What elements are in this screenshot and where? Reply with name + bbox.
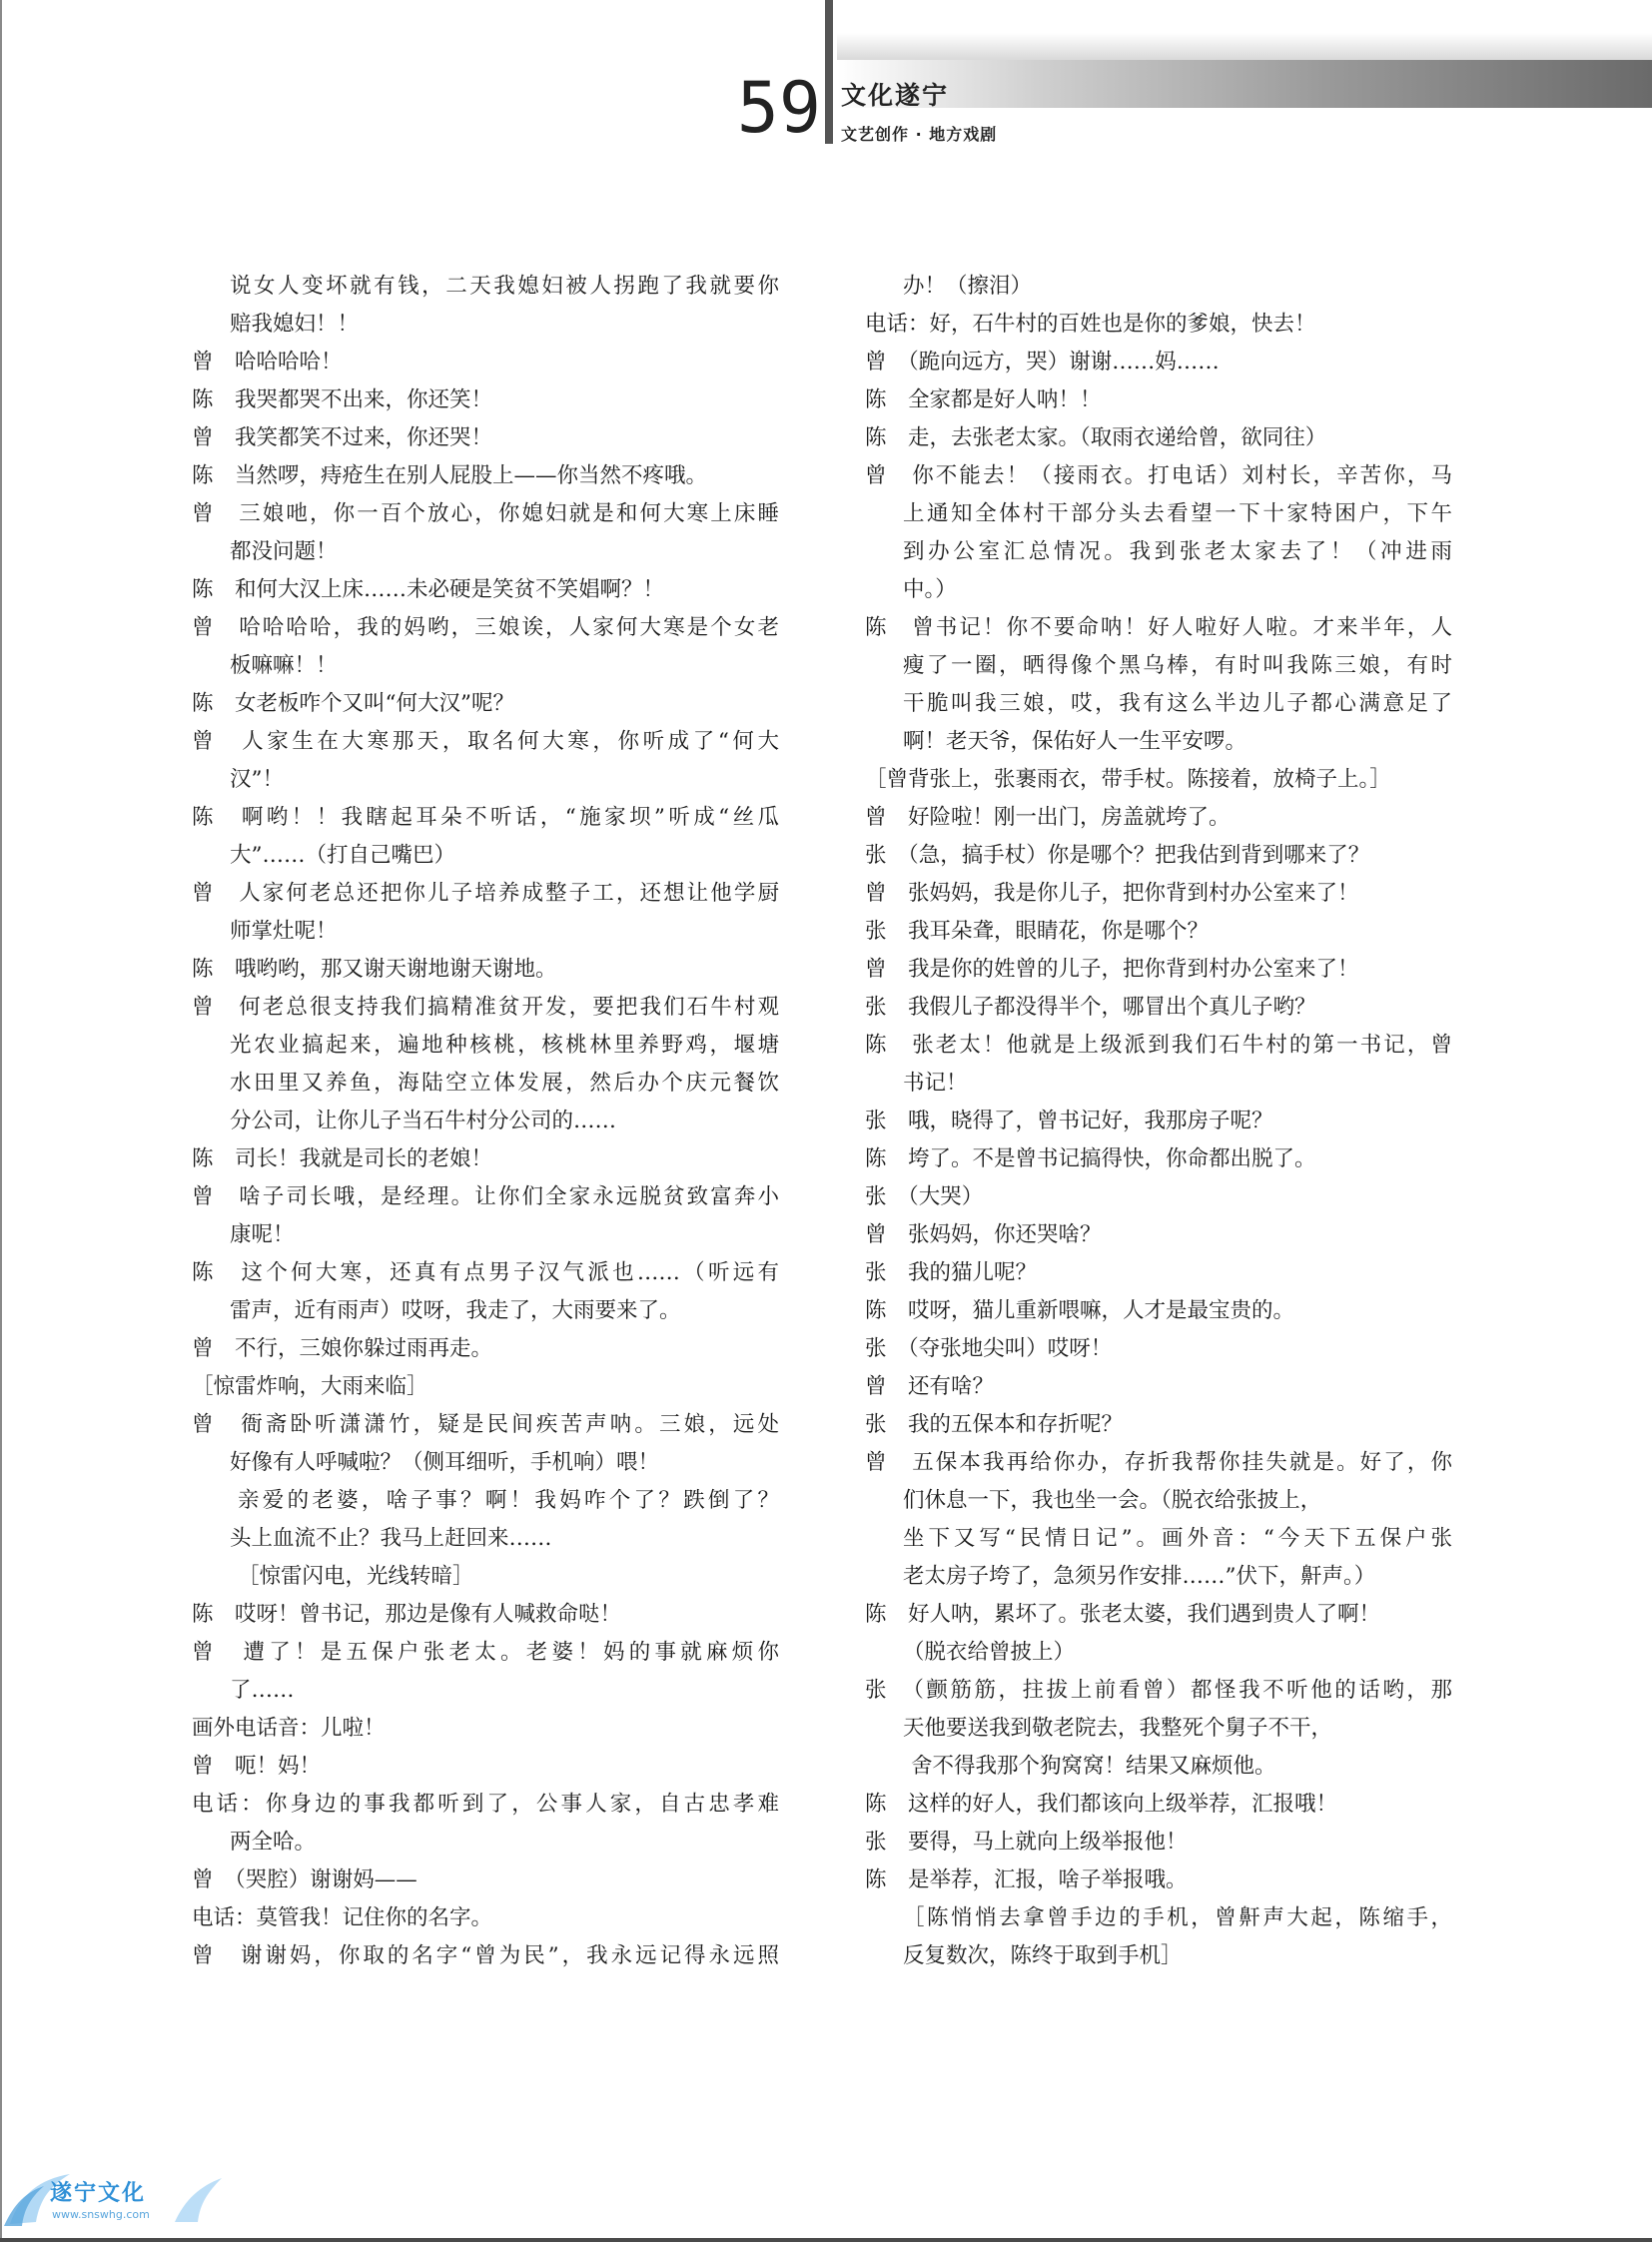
script-line: 张 （颤筋筋，拄拔上前看曾）都怪我不听他的话哟，那 [865, 1678, 1452, 1703]
section-subtitle: 文艺创作 · 地方戏剧 [841, 125, 998, 144]
script-line: 张 我耳朵聋，眼睛花，你是哪个？ [865, 919, 1210, 944]
script-line: 两全哈。 [230, 1830, 317, 1855]
script-line: 电话：莫管我！记住你的名字。 [192, 1905, 493, 1930]
script-line: 说女人变坏就有钱，二天我媳妇被人拐跑了我就要你 [230, 274, 779, 299]
stage-direction: ［惊雷闪电，光线转暗］ [238, 1564, 474, 1589]
script-line: 陈 全家都是好人呐！！ [865, 387, 1102, 412]
script-line: 好像有人呼喊啦？（侧耳细听，手机响）喂！ [230, 1450, 660, 1475]
script-line: 曾 衙斋卧听潇潇竹，疑是民间疾苦声呐。三娘，远处 [192, 1412, 779, 1437]
script-line: 陈 和何大汉上床……未必硬是笑贫不笑娼啊？！ [192, 577, 665, 602]
script-line: 舍不得我那个狗窝窝！结果又麻烦他。 [911, 1754, 1276, 1779]
script-line: 瘦了一圈，晒得像个黑乌棒，有时叫我陈三娘，有时 [903, 653, 1452, 678]
stage-direction: 反复数次，陈终于取到手机］ [903, 1943, 1183, 1968]
script-line: 曾 人家生在大寒那天，取名何大寒，你听成了“何大 [192, 729, 779, 754]
header-band [837, 60, 1652, 108]
script-line: 陈 女老板咋个又叫“何大汉”呢？ [192, 691, 514, 716]
script-line: 曾 张妈妈，你还哭啥？ [865, 1222, 1102, 1247]
script-line: 曾 我笑都笑不过来，你还哭！ [192, 425, 493, 450]
script-line: 陈 是举荐，汇报，啥子举报哦。 [865, 1868, 1188, 1892]
script-line: 曾 好险啦！刚一出门，房盖就垮了。 [865, 805, 1231, 830]
script-line: 水田里又养鱼，海陆空立体发展，然后办个庆元餐饮 [230, 1071, 779, 1096]
script-line: 电话：好，石牛村的百姓也是你的爹娘，快去！ [865, 312, 1316, 337]
script-line: 办！（擦泪） [903, 274, 1033, 299]
script-line: 张 我的猫儿呢？ [865, 1260, 1038, 1285]
script-line: 大”……（打自己嘴巴） [230, 843, 455, 868]
script-line: 了…… [230, 1678, 295, 1703]
script-line: 张 （夺张地尖叫）哎呀！ [865, 1336, 1113, 1361]
script-line: 到办公室汇总情况。我到张老太家去了！（冲进雨 [903, 539, 1452, 564]
script-line: 电话：你身边的事我都听到了，公事人家，自古忠孝难 [192, 1792, 779, 1817]
script-line: 张 我的五保本和存折呢？ [865, 1412, 1124, 1437]
script-line: 曾 五保本我再给你办，存折我帮你挂失就是。好了，你 [865, 1450, 1452, 1475]
watermark-url: www.snswhg.com [52, 2208, 150, 2221]
script-line: 头上血流不止？我马上赶回来…… [230, 1526, 552, 1551]
header-gradient [837, 0, 1652, 60]
script-line: 曾 哈哈哈哈！ [192, 350, 343, 374]
script-line: 曾 张妈妈，我是你儿子，把你背到村办公室来了！ [865, 881, 1359, 906]
script-line: 亲爱的老婆，啥子事？啊！我妈咋个了？跌倒了？ [238, 1488, 779, 1513]
stage-direction: ［惊雷炸响，大雨来临］ [192, 1374, 428, 1399]
script-line: 曾 人家何老总还把你儿子培养成整子工，还想让他学厨 [192, 881, 779, 906]
script-line: 陈 哎呀！曾书记，那边是像有人喊救命哒！ [192, 1602, 622, 1627]
script-line: 陈 哦哟哟，那又谢天谢地谢天谢地。 [192, 957, 557, 982]
page-bottom-edge [0, 2238, 1652, 2242]
script-line: 陈 这个何大寒，还真有点男子汉气派也……（听远有 [192, 1260, 779, 1285]
script-line: 板嘛嘛！！ [230, 653, 338, 678]
right-column [865, 268, 1452, 1975]
script-line: 雷声，近有雨声）哎呀，我走了，大雨要来了。 [230, 1298, 681, 1323]
script-line: 陈 垮了。不是曾书记搞得快，你命都出脱了。 [865, 1146, 1316, 1171]
script-line: 陈 哎呀，猫儿重新喂嘛，人才是最宝贵的。 [865, 1298, 1295, 1323]
script-line: 天他要送我到敬老院去，我整死个舅子不干， [903, 1716, 1333, 1741]
script-line: 陈 我哭都哭不出来，你还笑！ [192, 387, 493, 412]
script-line: 都没问题！ [230, 539, 338, 564]
script-line: 陈 张老太！他就是上级派到我们石牛村的第一书记，曾 [865, 1033, 1452, 1058]
left-column [192, 268, 779, 1975]
script-line: 老太房子垮了，急须另作安排……”伏下，鼾声。） [903, 1564, 1376, 1589]
script-line: 书记！ [903, 1071, 968, 1096]
script-line: 陈 走，去张老太家。（取雨衣递给曾，欲同往） [865, 425, 1327, 450]
script-line: 陈 这样的好人，我们都该向上级举荐，汇报哦！ [865, 1792, 1338, 1817]
stage-direction: ［陈悄悄去拿曾手边的手机，曾鼾声大起，陈缩手， [903, 1905, 1452, 1930]
script-line: 坐下又写“民情日记”。画外音：“今天下五保户张 [903, 1526, 1452, 1551]
script-line: 曾 我是你的姓曾的儿子，把你背到村办公室来了！ [865, 957, 1359, 982]
script-line: 赔我媳妇！！ [230, 312, 360, 337]
script-line: 中。） [903, 577, 957, 602]
script-line: 陈 啊哟！！我瞎起耳朵不听话，“施家坝”听成“丝瓜 [192, 805, 779, 830]
script-line: 啊！老天爷，保佑好人一生平安啰。 [903, 729, 1247, 754]
script-line: 曾 谢谢妈，你取的名字“曾为民”，我永远记得永远照 [192, 1943, 779, 1968]
section-title: 文化遂宁 [841, 81, 950, 110]
script-line: 曾 （哭腔）谢谢妈—— [192, 1868, 417, 1892]
script-line: 们休息一下，我也坐一会。（脱衣给张披上， [903, 1488, 1322, 1513]
script-line: 画外电话音：儿啦！ [192, 1716, 386, 1741]
script-line: 师掌灶呢！ [230, 919, 338, 944]
script-line: 曾 呃！妈！ [192, 1754, 322, 1779]
script-line: 曾 遭了！是五保户张老太。老婆！妈的事就麻烦你 [192, 1640, 779, 1665]
script-line: 曾 你不能去！（接雨衣。打电话）刘村长，辛苦你，马 [865, 463, 1452, 488]
script-line: 张 （急，搞手杖）你是哪个？把我估到背到哪来了？ [865, 843, 1370, 868]
watermark-name: 遂宁文化 [50, 2181, 147, 2206]
script-line: 张 哦，晓得了，曾书记好，我那房子呢？ [865, 1109, 1273, 1133]
script-line: 光农业搞起来，遍地种核桃，核桃林里养野鸡，堰塘 [230, 1033, 779, 1058]
script-line: 曾 何老总很支持我们搞精准贫开发，要把我们石牛村观 [192, 995, 779, 1020]
script-line: 分公司，让你儿子当石牛村分公司的…… [230, 1109, 617, 1133]
script-line: 陈 曾书记！你不要命呐！好人啦好人啦。才来半年，人 [865, 615, 1452, 640]
script-line: 曾 （跪向远方，哭）谢谢……妈…… [865, 350, 1220, 374]
stage-direction: ［曾背张上，张裹雨衣，带手杖。陈接着，放椅子上。］ [865, 767, 1391, 792]
page-left-edge [0, 0, 2, 2242]
script-line: 曾 啥子司长哦，是经理。让你们全家永远脱贫致富奔小 [192, 1184, 779, 1209]
script-line: 曾 还有啥？ [865, 1374, 995, 1399]
script-line: 干脆叫我三娘，哎，我有这么半边儿子都心满意足了 [903, 691, 1452, 716]
script-line: 曾 不行，三娘你躲过雨再走。 [192, 1336, 493, 1361]
page-number: 59 [736, 67, 821, 149]
script-line: （脱衣给曾披上） [903, 1640, 1076, 1665]
script-line: 陈 好人呐，累坏了。张老太婆，我们遇到贵人了啊！ [865, 1602, 1381, 1627]
script-line: 汉”！ [230, 767, 284, 792]
watermark-logo [0, 2164, 230, 2234]
script-line: 张 要得，马上就向上级举报他！ [865, 1830, 1188, 1855]
script-line: 康呢！ [230, 1222, 295, 1247]
script-line: 曾 哈哈哈哈，我的妈哟，三娘诶，人家何大寒是个女老 [192, 615, 779, 640]
script-line: 陈 当然啰，痔疮生在别人屁股上——你当然不疼哦。 [192, 463, 708, 488]
script-line: 上通知全体村干部分头去看望一下十家特困户，下午 [903, 501, 1452, 526]
script-line: 张 （大哭） [865, 1184, 984, 1209]
header-divider [825, 0, 833, 144]
script-line: 曾 三娘吔，你一百个放心，你媳妇就是和何大寒上床睡 [192, 501, 779, 526]
script-line: 陈 司长！我就是司长的老娘！ [192, 1146, 493, 1171]
script-line: 张 我假儿子都没得半个，哪冒出个真儿子哟？ [865, 995, 1316, 1020]
